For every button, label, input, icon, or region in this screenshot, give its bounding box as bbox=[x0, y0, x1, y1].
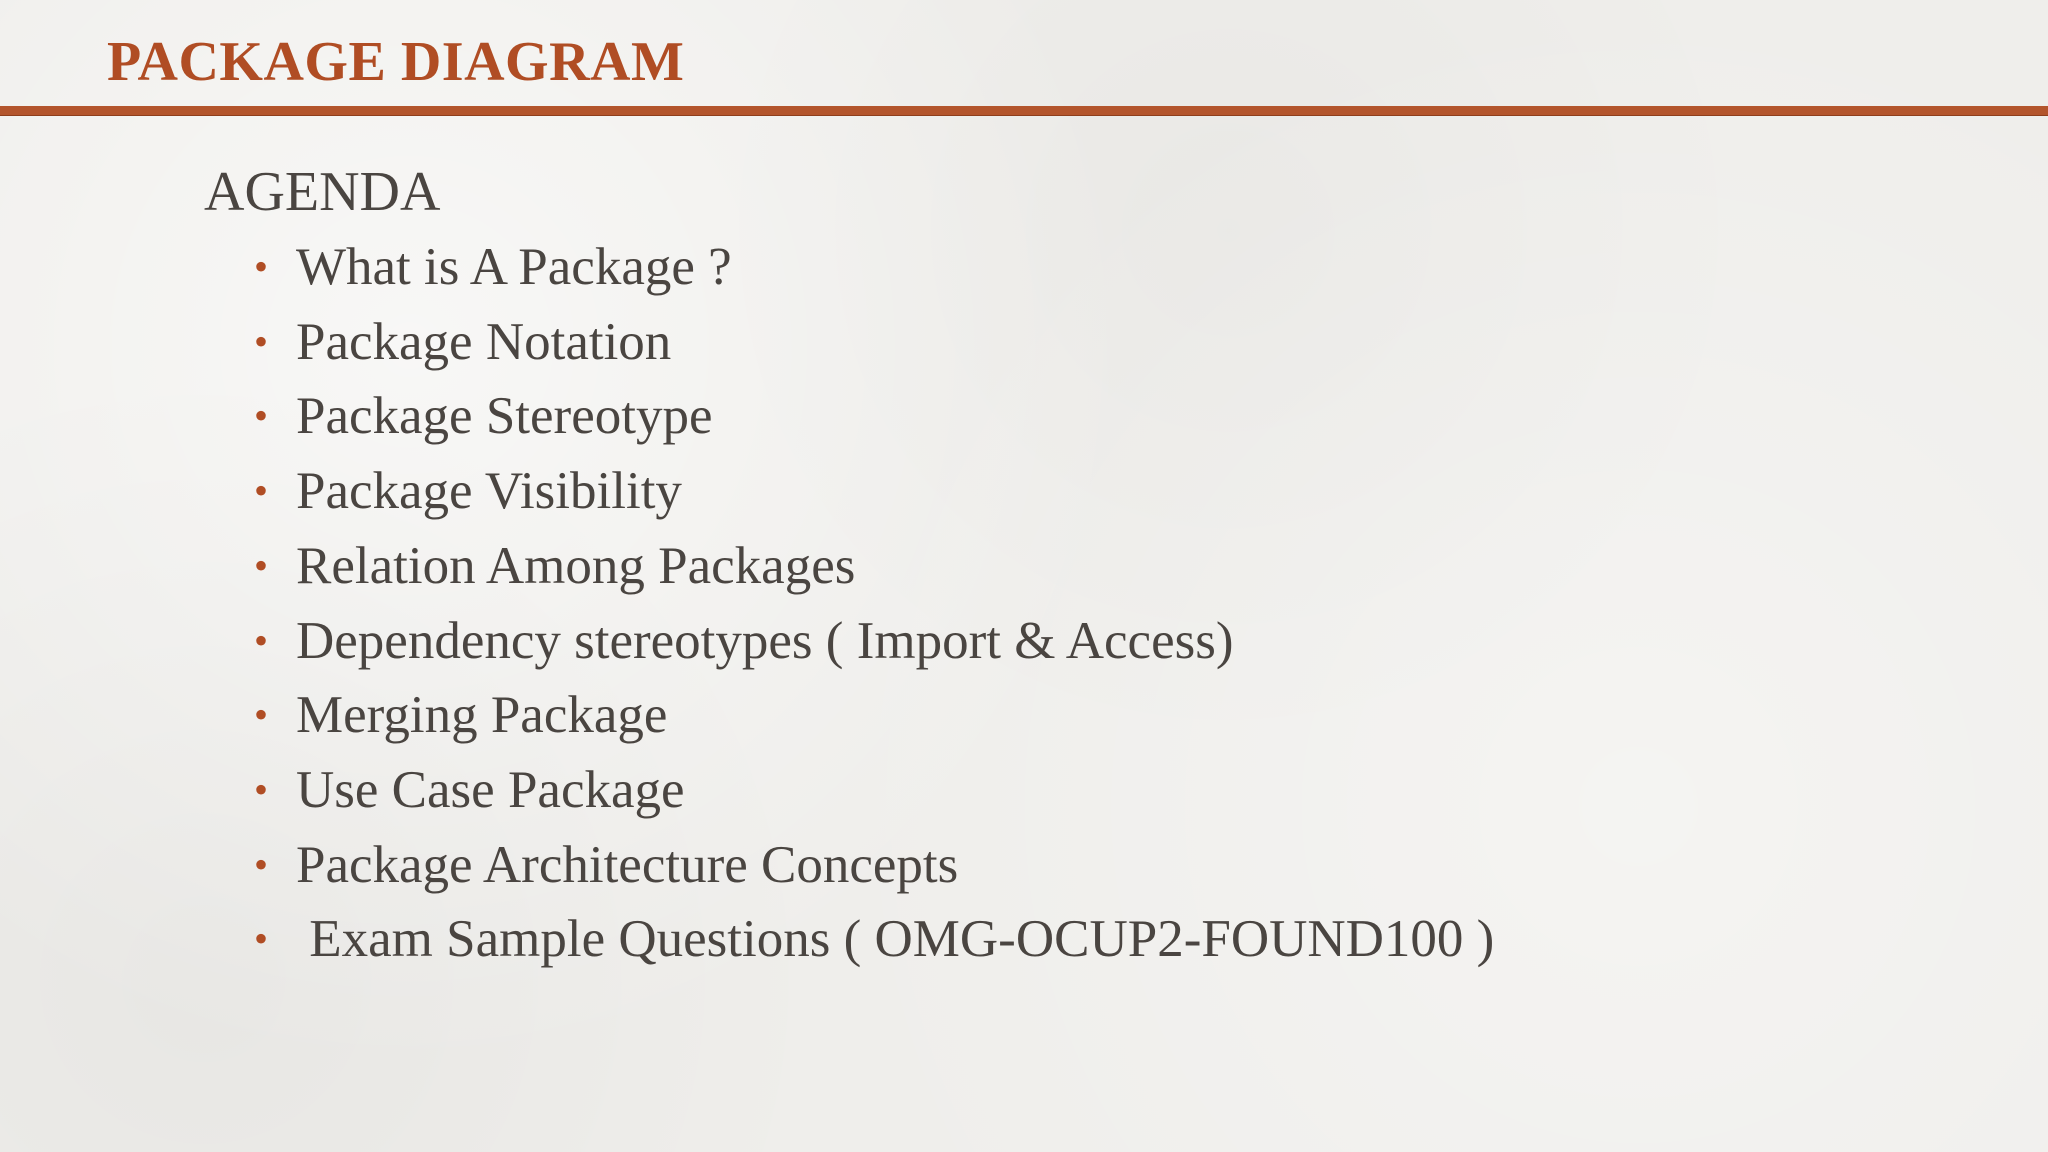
agenda-item-text: Merging Package bbox=[296, 686, 668, 745]
agenda-item bbox=[254, 753, 1904, 828]
bullet-icon: • bbox=[254, 468, 269, 514]
bullet-icon: • bbox=[254, 617, 269, 663]
agenda-item bbox=[254, 902, 1904, 977]
agenda-item bbox=[254, 230, 1904, 305]
agenda-item-text: What is A Package ? bbox=[296, 238, 732, 296]
agenda-item bbox=[254, 305, 1904, 380]
bullet-icon: • bbox=[254, 766, 269, 812]
bullet-icon: • bbox=[254, 542, 269, 588]
bullet-icon: • bbox=[254, 916, 269, 962]
agenda-item-text: Package Visibility bbox=[296, 462, 682, 521]
slide-title: PACKAGE DIAGRAM bbox=[107, 31, 685, 93]
agenda-item bbox=[254, 828, 1904, 903]
agenda-list bbox=[204, 230, 1904, 977]
agenda-item bbox=[254, 604, 1904, 679]
agenda-item-text: Exam Sample Questions ( OMG-OCUP2-FOUND100 ) bbox=[296, 910, 1495, 969]
bullet-icon: • bbox=[254, 692, 269, 738]
agenda-item-text: Package Stereotype bbox=[296, 387, 713, 446]
agenda-item-text: Package Notation bbox=[296, 312, 672, 371]
title-divider bbox=[0, 106, 2048, 116]
agenda-item bbox=[254, 529, 1904, 604]
agenda-item bbox=[254, 454, 1904, 529]
bullet-icon: • bbox=[254, 841, 269, 887]
agenda-item-text: Dependency stereotypes ( Import & Access) bbox=[296, 611, 1234, 670]
bullet-icon: • bbox=[254, 318, 269, 364]
agenda-item-text: Relation Among Packages bbox=[296, 536, 856, 595]
agenda-item-text: Use Case Package bbox=[296, 760, 685, 819]
agenda-item-text: Package Architecture Concepts bbox=[296, 835, 959, 894]
agenda-item bbox=[254, 379, 1904, 454]
slide-content bbox=[204, 156, 1904, 977]
agenda-heading: AGENDA bbox=[204, 161, 441, 223]
agenda-item bbox=[254, 678, 1904, 753]
bullet-icon: • bbox=[254, 393, 269, 439]
bullet-icon: • bbox=[254, 244, 269, 289]
